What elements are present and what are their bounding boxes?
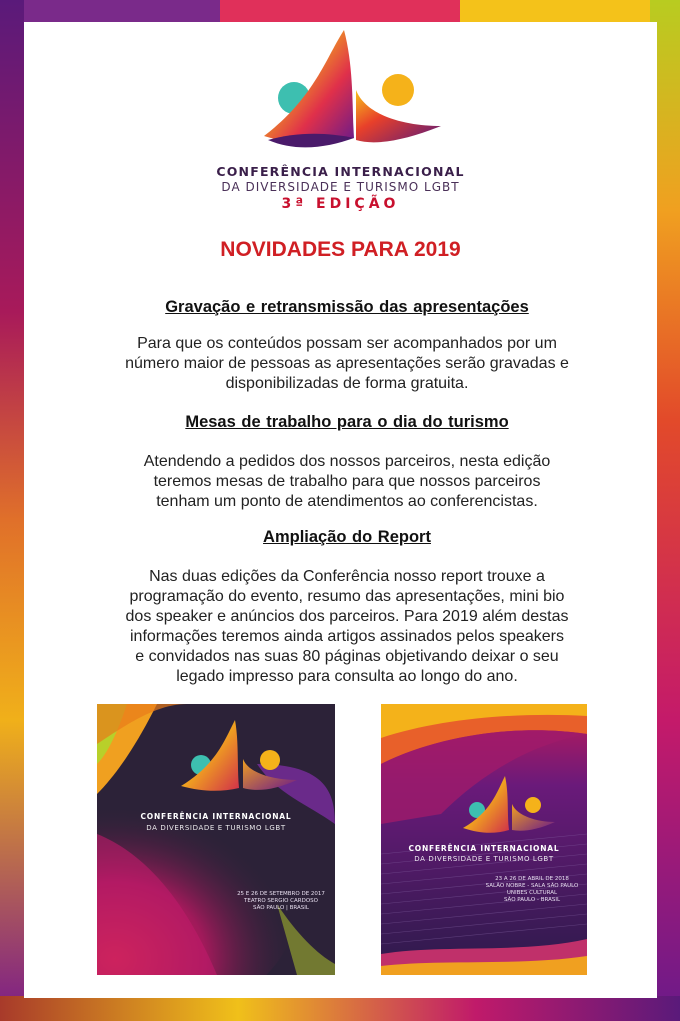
body-line: Para que os conteúdos possam ser acompanhados por um: [137, 335, 557, 352]
body-line: Nas duas edições da Conferência nosso report trouxe a: [149, 568, 545, 585]
cover-info-line: SÃO PAULO - BRASIL: [503, 897, 561, 903]
cover-info-line: 23 A 26 DE ABRIL DE 2018: [495, 876, 569, 882]
logo-title: CONFERÊNCIA INTERNACIONAL: [216, 164, 465, 179]
body-line: dos speaker e anúncios dos parceiros. Para 2019 além destas: [125, 608, 569, 625]
body-line: e convidados nas suas 80 páginas objetivando deixar o seu: [135, 648, 559, 665]
body-line: número maior de pessoas as apresentações serão gravadas e: [125, 355, 569, 372]
cover-info-line: SALÃO NOBRE - SALA SÃO PAULO: [485, 883, 579, 889]
cover-artwork-icon: [381, 704, 587, 975]
logo-edition: 3ª EDIÇÃO: [281, 196, 400, 212]
cover-subtitle: DA DIVERSIDADE E TURISMO LGBT: [414, 855, 554, 863]
cover-subtitle: DA DIVERSIDADE E TURISMO LGBT: [146, 824, 286, 832]
body-line: informações teremos ainda artigos assinados pelos speakers: [129, 628, 564, 645]
section-body-recording: [84, 334, 610, 394]
body-line: Atendendo a pedidos dos nossos parceiros, nesta edição: [143, 453, 551, 470]
page-headline: NOVIDADES PARA 2019: [220, 238, 461, 261]
cover-info: [477, 876, 587, 904]
cover-info-line: SÃO PAULO | BRASIL: [253, 905, 309, 911]
flyer-page: [24, 22, 657, 998]
section-title-worktables: Mesas de trabalho para o dia do turismo: [185, 413, 509, 431]
body-line: disponibilizadas de forma gratuita.: [225, 375, 469, 392]
conference-logo-icon: [256, 28, 476, 178]
body-line: tenham um ponto de atendimentos ao conferencistas.: [156, 493, 538, 510]
cover-info-line: TEATRO SERGIO CARDOSO: [244, 898, 318, 904]
logo-subtitle: DA DIVERSIDADE E TURISMO LGBT: [221, 180, 460, 194]
body-line: legado impresso para consulta ao longo do ano.: [176, 668, 518, 685]
cover-info-line: 25 E 26 DE SETEMBRO DE 2017: [237, 891, 325, 897]
section-body-worktables: [84, 452, 610, 512]
section-title-recording: Gravação e retransmissão das apresentações: [165, 298, 529, 316]
cover-info: [227, 891, 335, 912]
body-line: teremos mesas de trabalho para que nossos parceiros: [153, 473, 541, 490]
body-line: programação do evento, resumo das apresentações, mini bio: [129, 588, 565, 605]
section-title-report: Ampliação do Report: [263, 528, 431, 546]
logo-wordmark: [24, 163, 657, 214]
report-cover-2018: [381, 704, 587, 975]
cover-artwork-icon: [97, 704, 335, 975]
cover-title: CONFERÊNCIA INTERNACIONAL: [408, 844, 560, 853]
cover-info-line: UNIBES CULTURAL: [506, 890, 558, 896]
cover-title: CONFERÊNCIA INTERNACIONAL: [140, 812, 292, 821]
section-body-report: [84, 567, 610, 687]
report-cover-2017: [97, 704, 335, 975]
